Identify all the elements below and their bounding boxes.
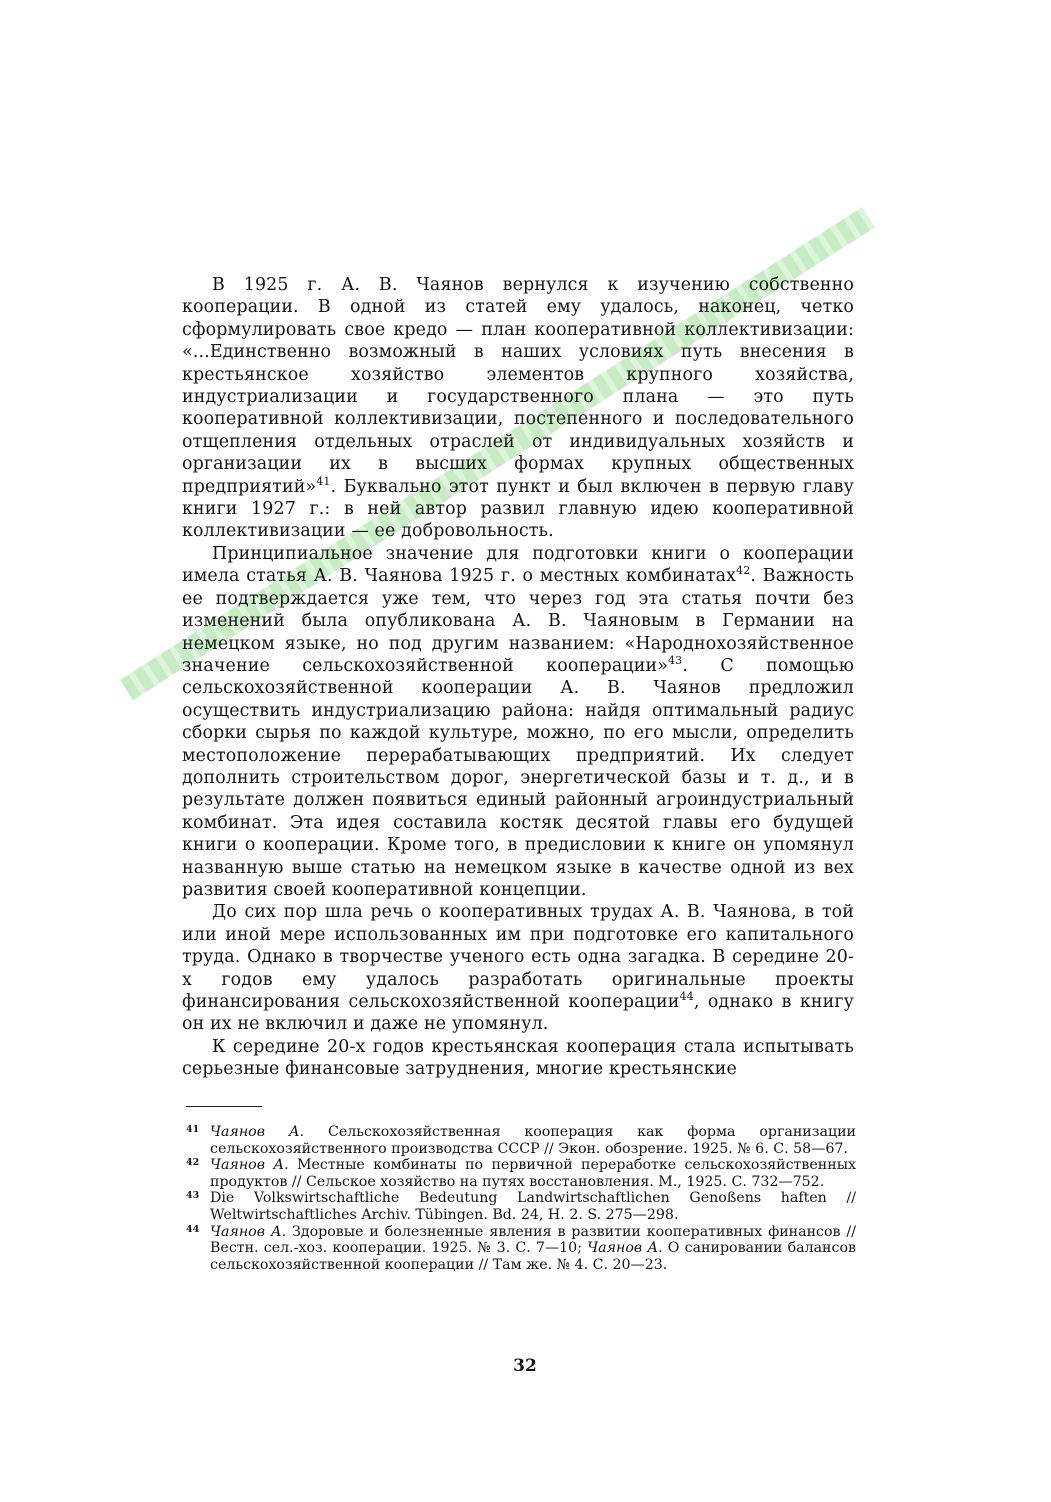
page-number: 32 [513,1356,537,1376]
footnote-number: 44 [186,1223,200,1235]
paragraph: В 1925 г. А. В. Чаянов вернулся к изучению собственно кооперации. В одной из статей ему удалось, наконец, четко сформулировать свое кредо — план кооперативной коллективизации: «...Единственно возможный в наших условиях путь внесения в крестьянское хозяйство элементов крупного хозяйства, индустриализации и государственного плана — это путь кооперативной коллективизации, постепенного и последовательного отщепления отдельных отраслей от индивидуальных хозяйств и организации их в высших формах крупных общественных предприятий»$^{41}$. Буквально этот пункт и был включен в первую главу книги 1927 г.: в ней автор развил главную идею кооперативной коллективизации — ее добровольность. [182,275,854,542]
footnote-author: Чаянов А. [210,1223,287,1240]
footnote: 41 Чаянов А. Сельскохозяйственная кооперация как форма организации сельскохозяйственного производства СССР // Экон. обозрение. 1925. № 6. С. 58—67. [186,1124,856,1157]
footnote-ref[interactable]: 42 [736,564,751,578]
footnote: 44 Чаянов А. Здоровые и болезненные явления в развитии кооперативных финансов // Вестн. сел.-хоз. кооперации. 1925. № 3. С. 7—10; Чаянов А. О санировании балансов сельскохозяйственной кооперации // Там же. № 4. С. 20—23. [186,1223,856,1273]
footnote-separator [186,1106,262,1107]
footnote: 42 Чаянов А. Местные комбинаты по первичной переработке сельскохозяйственных продуктов // Сельское хозяйство на путях восстановления. М., 1925. С. 732—752. [186,1157,856,1190]
footnote-number: 43 [186,1190,200,1202]
paragraph: К середине 20-х годов крестьянская кооперация стала испытывать серьезные финансовые затруднения, многие крестьянские [182,1036,854,1080]
footnote: 43 Die Volkswirtschaftliche Bedeutung Landwirtschaftlichen Genoßens haften // Weltwirtschaftliches Archiv. Tübingen. Bd. 24, H. 2. S. 275—298. [186,1190,856,1223]
footnote-number: 41 [186,1124,200,1135]
footnote-author: Чаянов А. [210,1157,289,1174]
paragraph: До сих пор шла речь о кооперативных трудах А. В. Чаянова, в той или иной мере использованных им при подготовке его капитального труда. Однако в творчестве ученого есть одна загадка. В середине 20-х годов ему удалось разработать оригинальные проекты финансирования сельскохозяйственной кооперации$^{44}$, однако в книгу он их не включил и даже не упомянул. [182,902,854,1035]
paragraph: Принципиальное значение для подготовки книги о кооперации имела статья А. В. Чаянова 1925 г. о местных комбинатах$^{42}$. Важность ее подтверждается уже тем, что через год эта статья почти без изменений была опубликована А. В. Чаяновым в Германии на немецком языке, но под другим названием: «Народнохозяйственное значение сельскохозяйственной кооперации»$^{43}$. С помощью сельскохозяйственной кооперации А. В. Чаянов предложил осуществить индустриализацию района: найдя оптимальный радиус сборки сырья по каждой культуре, можно, по его мысли, определить местоположение перерабатывающих предприятий. Их следует дополнить строительством дорог, энергетической базы и т. д., и в результате должен появиться единый районный агроиндустриальный комбинат. Эта идея составила костяк десятой главы его будущей книги о кооперации. Кроме того, в предисловии к книге он упомянул названную выше статью на немецком языке в качестве одной из вех развития своей кооперативной концепции. [182,543,854,900]
footnotes [186,1124,856,1273]
main-text [182,274,854,1081]
footnote-ref[interactable]: 43 [668,654,683,668]
footnote-author: Чаянов А. [587,1240,663,1257]
footnote-number: 42 [186,1157,200,1169]
footnote-author: Чаянов А. [210,1124,305,1140]
footnote-ref[interactable]: 41 [316,474,331,488]
footnote-ref[interactable]: 44 [679,990,694,1004]
